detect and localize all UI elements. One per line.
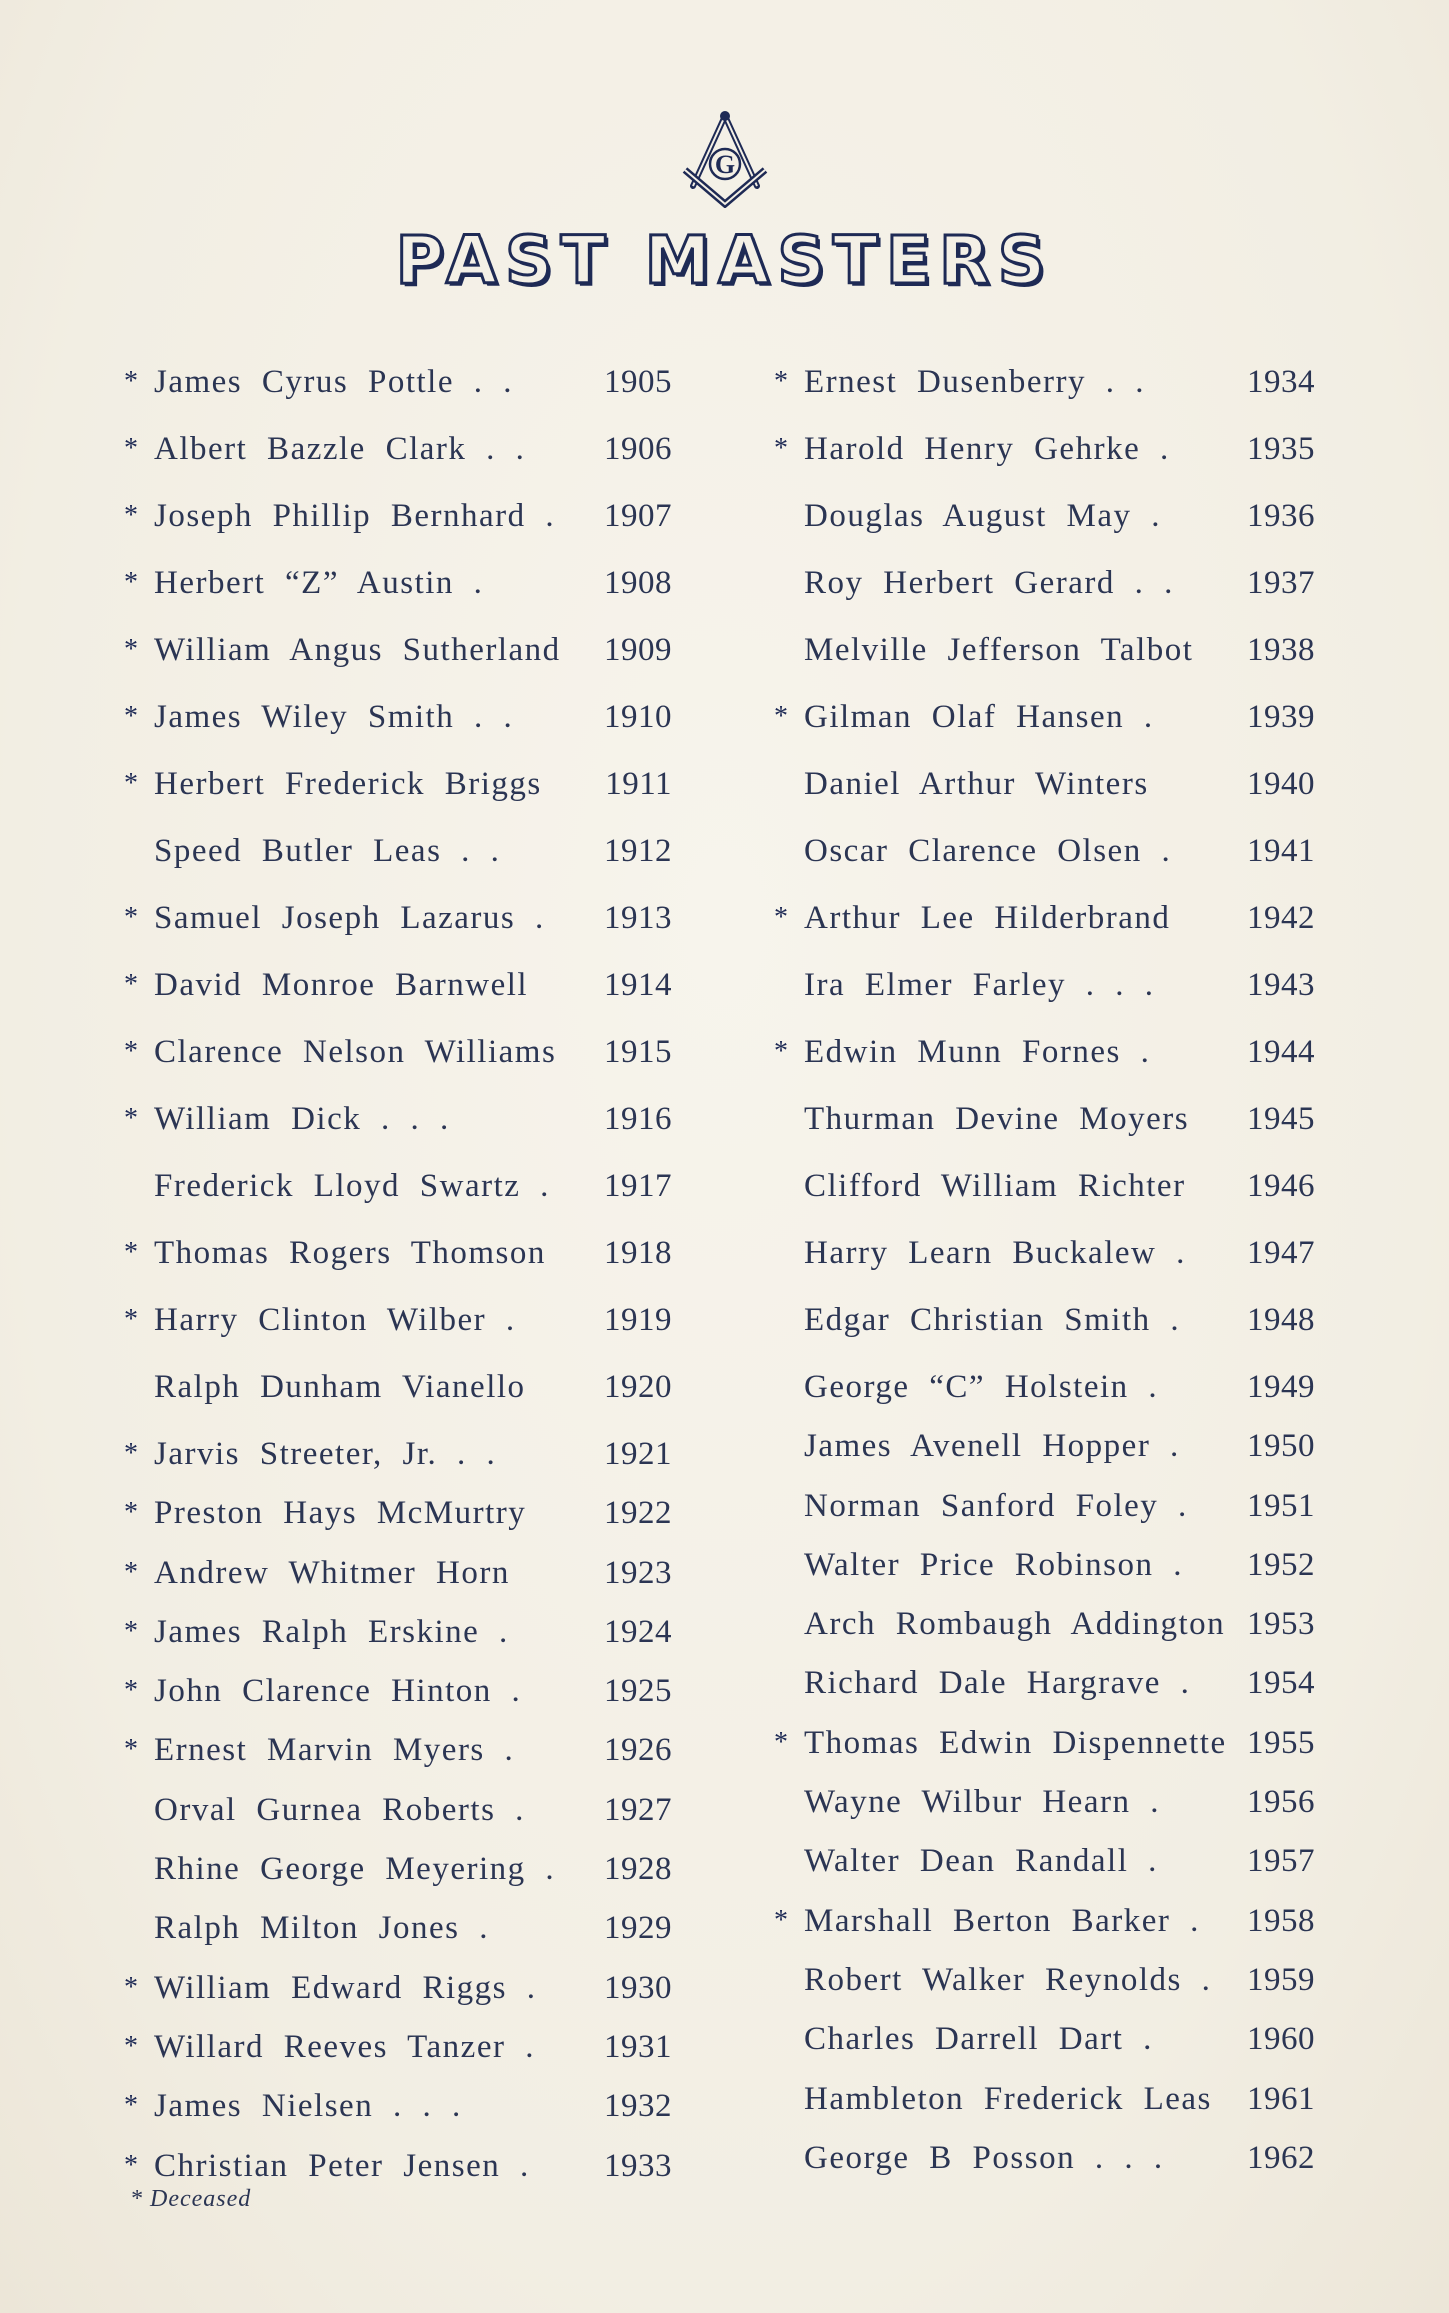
master-name: Harold Henry Gehrke .: [804, 431, 1170, 467]
master-year: 1921: [604, 1436, 672, 1472]
master-name: Ralph Milton Jones .: [154, 1910, 490, 1947]
master-name: James Ralph Erskine .: [154, 1613, 509, 1650]
master-name: James Cyrus Pottle . .: [154, 364, 513, 400]
master-year: 1946: [1247, 1168, 1315, 1204]
master-name: Clarence Nelson Williams: [154, 1034, 557, 1070]
square-and-compass-icon: [675, 108, 775, 208]
left-column: [120, 352, 670, 2195]
deceased-marker: *: [124, 701, 138, 732]
master-year: 1908: [604, 565, 672, 601]
list-item: [120, 1898, 670, 1957]
list-item: [770, 1357, 1315, 1416]
master-name: Thomas Edwin Dispennette: [804, 1724, 1227, 1761]
master-name: Ira Elmer Farley . . .: [804, 967, 1155, 1003]
deceased-marker: *: [124, 366, 138, 397]
master-year: 1958: [1247, 1902, 1315, 1939]
list-item: [120, 754, 670, 821]
master-name: Ernest Dusenberry . .: [804, 364, 1146, 400]
master-name: Arthur Lee Hilderbrand: [804, 900, 1171, 936]
deceased-marker: *: [124, 1237, 138, 1268]
list-item: [770, 1713, 1315, 1772]
deceased-marker: *: [124, 1036, 138, 1067]
list-item: [120, 1290, 670, 1357]
list-item: [120, 888, 670, 955]
master-name: Christian Peter Jensen .: [154, 2147, 530, 2184]
master-year: 1937: [1247, 565, 1315, 601]
master-name: Marshall Berton Barker .: [804, 1902, 1200, 1939]
list-item: [770, 955, 1315, 1022]
master-year: 1928: [604, 1851, 672, 1888]
list-item: [770, 821, 1315, 888]
master-year: 1956: [1247, 1784, 1315, 1821]
master-name: David Monroe Barnwell: [154, 967, 529, 1003]
list-item: [120, 821, 670, 888]
master-year: 1955: [1247, 1724, 1315, 1761]
master-name: Herbert “Z” Austin .: [154, 565, 484, 601]
list-item: [770, 1535, 1315, 1594]
list-item: [770, 1950, 1315, 2009]
deceased-marker: *: [774, 1036, 788, 1067]
deceased-marker: *: [124, 2149, 138, 2181]
master-year: 1906: [604, 431, 672, 467]
master-year: 1915: [604, 1034, 672, 1070]
deceased-marker: *: [124, 969, 138, 1000]
deceased-marker: *: [124, 500, 138, 531]
master-year: 1922: [604, 1495, 672, 1532]
master-name: John Clarence Hinton .: [154, 1673, 522, 1710]
deceased-marker: *: [124, 1971, 138, 2003]
master-year: 1944: [1247, 1034, 1315, 1070]
list-item: [770, 1156, 1315, 1223]
deceased-marker: *: [774, 1904, 788, 1936]
list-item: [770, 888, 1315, 955]
deceased-marker: *: [774, 701, 788, 732]
footnote: * Deceased: [130, 2186, 252, 2212]
master-year: 1926: [604, 1732, 672, 1769]
list-item: [120, 1089, 670, 1156]
list-item: [120, 1958, 670, 2017]
deceased-marker: *: [124, 1103, 138, 1134]
master-year: 1959: [1247, 1961, 1315, 1998]
list-item: [770, 1223, 1315, 1290]
list-item: [120, 1661, 670, 1720]
list-item: [120, 419, 670, 486]
master-year: 1913: [604, 900, 672, 936]
list-item: [120, 1720, 670, 1779]
list-item: [770, 553, 1315, 620]
list-item: [120, 1156, 670, 1223]
master-name: Thurman Devine Moyers: [804, 1101, 1190, 1137]
list-item: [120, 1357, 670, 1424]
deceased-marker: *: [124, 567, 138, 598]
master-year: 1936: [1247, 498, 1315, 534]
list-item: [770, 486, 1315, 553]
deceased-marker: *: [124, 1615, 138, 1647]
master-name: Andrew Whitmer Horn: [154, 1554, 510, 1591]
master-name: Clifford William Richter: [804, 1168, 1186, 1204]
master-name: Orval Gurnea Roberts .: [154, 1791, 525, 1828]
list-item: [120, 955, 670, 1022]
deceased-marker: *: [774, 902, 788, 933]
master-name: Oscar Clarence Olsen .: [804, 833, 1172, 869]
master-year: 1961: [1247, 2080, 1315, 2117]
master-year: 1911: [605, 766, 672, 802]
master-year: 1931: [604, 2028, 672, 2065]
master-year: 1919: [604, 1302, 672, 1338]
list-item: [120, 2017, 670, 2076]
master-year: 1947: [1247, 1235, 1315, 1271]
deceased-marker: *: [124, 902, 138, 933]
master-year: 1927: [604, 1791, 672, 1828]
deceased-marker: *: [124, 1304, 138, 1335]
master-name: Richard Dale Hargrave .: [804, 1665, 1191, 1702]
master-name: Roy Herbert Gerard . .: [804, 565, 1174, 601]
master-year: 1953: [1247, 1606, 1315, 1643]
list-item: [770, 1416, 1315, 1475]
master-year: 1941: [1247, 833, 1315, 869]
list-item: [770, 1022, 1315, 1089]
list-item: [120, 1223, 670, 1290]
list-item: [770, 1290, 1315, 1357]
list-item: [120, 1780, 670, 1839]
list-item: [770, 352, 1315, 419]
list-item: [120, 2076, 670, 2135]
page-title: PAST MASTERS: [395, 222, 1054, 299]
master-name: Rhine George Meyering .: [154, 1851, 556, 1888]
master-year: 1924: [604, 1613, 672, 1650]
list-item: [770, 1594, 1315, 1653]
deceased-marker: *: [124, 1438, 138, 1469]
master-name: Harry Learn Buckalew .: [804, 1235, 1186, 1271]
deceased-marker: *: [774, 1726, 788, 1758]
master-year: 1952: [1247, 1546, 1315, 1583]
master-year: 1909: [604, 632, 672, 668]
master-name: Arch Rombaugh Addington: [804, 1606, 1226, 1643]
deceased-marker: *: [774, 366, 788, 397]
list-item: [770, 2128, 1315, 2187]
deceased-marker: *: [774, 433, 788, 464]
master-year: 1910: [604, 699, 672, 735]
master-year: 1932: [604, 2088, 672, 2125]
list-item: [770, 1476, 1315, 1535]
master-year: 1938: [1247, 632, 1315, 668]
master-year: 1914: [604, 967, 672, 1003]
master-name: Thomas Rogers Thomson: [154, 1235, 546, 1271]
list-item: [770, 2009, 1315, 2068]
master-name: George “C” Holstein .: [804, 1369, 1159, 1405]
master-year: 1962: [1247, 2139, 1315, 2176]
list-item: [770, 1653, 1315, 1712]
list-item: [770, 2069, 1315, 2128]
list-item: [770, 419, 1315, 486]
deceased-marker: *: [124, 433, 138, 464]
master-year: 1920: [604, 1369, 672, 1405]
master-name: Ernest Marvin Myers .: [154, 1732, 515, 1769]
list-item: [120, 1602, 670, 1661]
list-item: [120, 620, 670, 687]
master-name: Edwin Munn Fornes .: [804, 1034, 1151, 1070]
list-item: [770, 1831, 1315, 1890]
master-name: Gilman Olaf Hansen .: [804, 699, 1154, 735]
master-name: Frederick Lloyd Swartz .: [154, 1168, 550, 1204]
list-item: [120, 1022, 670, 1089]
master-name: Edgar Christian Smith .: [804, 1302, 1181, 1338]
master-year: 1923: [604, 1554, 672, 1591]
master-year: 1950: [1247, 1428, 1315, 1465]
master-name: Walter Dean Randall .: [804, 1843, 1158, 1880]
master-name: Jarvis Streeter, Jr. . .: [154, 1436, 497, 1472]
svg-text:G: G: [714, 150, 736, 179]
master-year: 1954: [1247, 1665, 1315, 1702]
list-item: [120, 687, 670, 754]
list-item: [770, 687, 1315, 754]
list-item: [120, 486, 670, 553]
master-name: James Nielsen . . .: [154, 2088, 462, 2125]
master-year: 1935: [1247, 431, 1315, 467]
master-year: 1940: [1247, 766, 1315, 802]
list-item: [120, 1424, 670, 1483]
right-column: [770, 352, 1315, 2187]
master-year: 1905: [604, 364, 672, 400]
master-year: 1939: [1247, 699, 1315, 735]
deceased-marker: *: [124, 768, 138, 799]
deceased-marker: *: [124, 1556, 138, 1588]
list-item: [120, 1483, 670, 1542]
master-name: James Avenell Hopper .: [804, 1428, 1180, 1465]
master-name: William Angus Sutherland: [154, 632, 561, 668]
master-year: 1916: [604, 1101, 672, 1137]
master-year: 1951: [1247, 1487, 1315, 1524]
deceased-marker: *: [124, 1734, 138, 1766]
master-name: Walter Price Robinson .: [804, 1546, 1183, 1583]
master-year: 1925: [604, 1673, 672, 1710]
master-year: 1912: [604, 833, 672, 869]
master-name: Melville Jefferson Talbot: [804, 632, 1194, 668]
master-name: Albert Bazzle Clark . .: [154, 431, 526, 467]
master-year: 1948: [1247, 1302, 1315, 1338]
list-item: [120, 553, 670, 620]
master-year: 1945: [1247, 1101, 1315, 1137]
master-name: Hambleton Frederick Leas: [804, 2080, 1212, 2117]
master-year: 1934: [1247, 364, 1315, 400]
master-year: 1949: [1247, 1369, 1315, 1405]
deceased-marker: *: [124, 634, 138, 665]
master-year: 1960: [1247, 2021, 1315, 2058]
master-year: 1942: [1247, 900, 1315, 936]
master-year: 1917: [604, 1168, 672, 1204]
master-year: 1907: [604, 498, 672, 534]
list-item: [770, 1089, 1315, 1156]
list-item: [120, 1543, 670, 1602]
deceased-marker: *: [124, 2030, 138, 2062]
master-name: Joseph Phillip Bernhard .: [154, 498, 556, 534]
master-name: Willard Reeves Tanzer .: [154, 2028, 535, 2065]
master-name: James Wiley Smith . .: [154, 699, 514, 735]
master-name: George B Posson . . .: [804, 2139, 1164, 2176]
master-name: Speed Butler Leas . .: [154, 833, 501, 869]
master-name: Robert Walker Reynolds .: [804, 1961, 1212, 1998]
list-item: [770, 620, 1315, 687]
master-name: Samuel Joseph Lazarus .: [154, 900, 545, 936]
master-name: Wayne Wilbur Hearn .: [804, 1784, 1160, 1821]
master-year: 1930: [604, 1969, 672, 2006]
master-name: Norman Sanford Foley .: [804, 1487, 1188, 1524]
master-year: 1957: [1247, 1843, 1315, 1880]
master-name: Herbert Frederick Briggs: [154, 766, 542, 802]
master-name: Ralph Dunham Vianello: [154, 1369, 526, 1405]
master-year: 1943: [1247, 967, 1315, 1003]
list-item: [120, 1839, 670, 1898]
master-year: 1929: [604, 1910, 672, 1947]
master-name: Douglas August May .: [804, 498, 1161, 534]
list-item: [770, 1772, 1315, 1831]
deceased-marker: *: [124, 1497, 138, 1529]
master-name: Preston Hays McMurtry: [154, 1495, 527, 1532]
master-name: Daniel Arthur Winters: [804, 766, 1149, 802]
master-name: William Dick . . .: [154, 1101, 450, 1137]
deceased-marker: *: [124, 1675, 138, 1707]
master-name: Harry Clinton Wilber .: [154, 1302, 516, 1338]
list-item: [770, 754, 1315, 821]
list-item: [770, 1891, 1315, 1950]
master-name: Charles Darrell Dart .: [804, 2021, 1153, 2058]
master-name: William Edward Riggs .: [154, 1969, 537, 2006]
master-year: 1933: [604, 2147, 672, 2184]
deceased-marker: *: [124, 2090, 138, 2122]
master-year: 1918: [604, 1235, 672, 1271]
list-item: [120, 352, 670, 419]
